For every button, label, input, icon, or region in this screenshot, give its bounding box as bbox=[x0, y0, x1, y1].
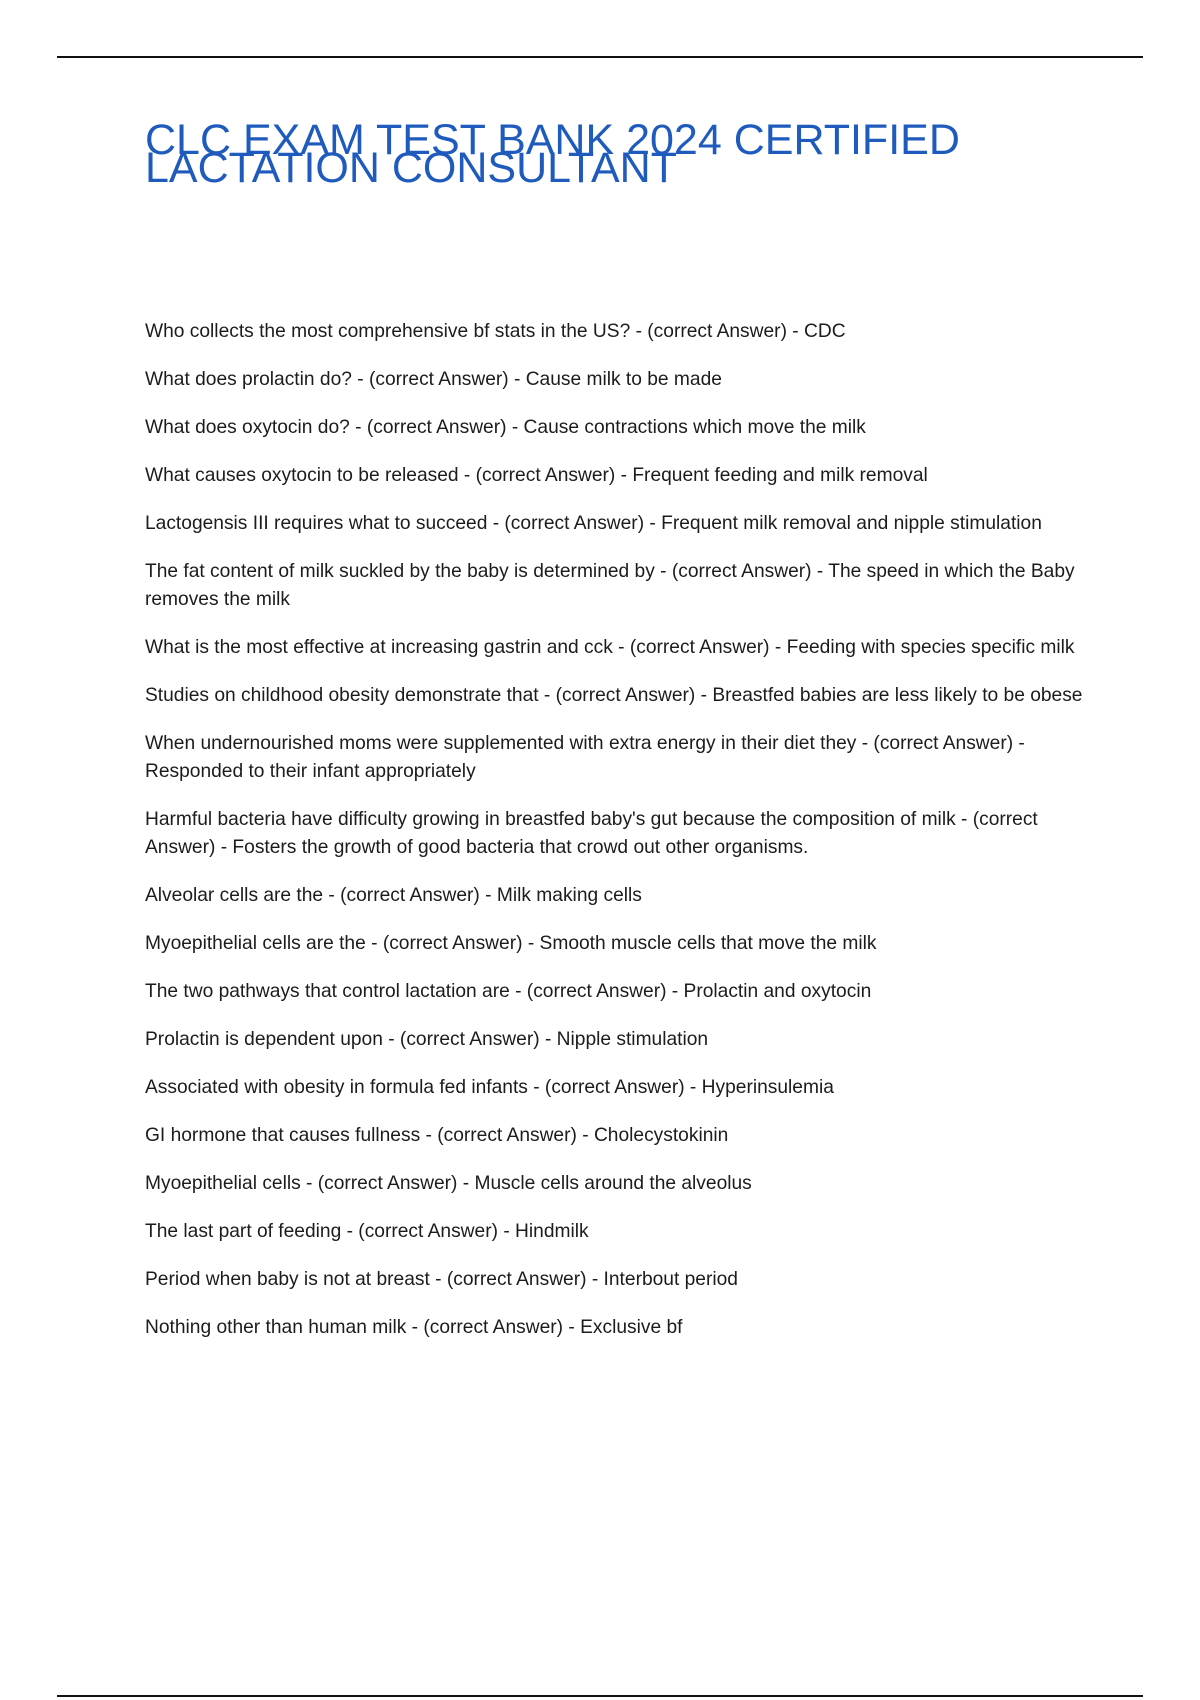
qa-item: When undernourished moms were supplemented with extra energy in their diet they - (correct Answer) - Responded to their infant appropriately bbox=[145, 733, 1025, 782]
qa-item: Period when baby is not at breast - (correct Answer) - Interbout period bbox=[145, 1269, 738, 1290]
qa-item: Who collects the most comprehensive bf stats in the US? - (correct Answer) - CDC bbox=[145, 321, 846, 342]
qa-item: The last part of feeding - (correct Answer) - Hindmilk bbox=[145, 1221, 589, 1242]
qa-item: Myoepithelial cells - (correct Answer) - Muscle cells around the alveolus bbox=[145, 1173, 752, 1194]
qa-item: Myoepithelial cells are the - (correct Answer) - Smooth muscle cells that move the milk bbox=[145, 933, 877, 954]
bottom-rule bbox=[57, 1695, 1143, 1697]
qa-item: Prolactin is dependent upon - (correct Answer) - Nipple stimulation bbox=[145, 1029, 709, 1050]
qa-item: Lactogensis III requires what to succeed - (correct Answer) - Frequent milk removal and nipple stimulation bbox=[145, 513, 1042, 534]
qa-item: Studies on childhood obesity demonstrate that - (correct Answer) - Breastfed babies are less likely to be obese bbox=[145, 685, 1083, 706]
qa-item: What causes oxytocin to be released - (correct Answer) - Frequent feeding and milk removal bbox=[145, 465, 928, 486]
qa-item: GI hormone that causes fullness - (correct Answer) - Cholecystokinin bbox=[145, 1125, 729, 1146]
top-rule bbox=[57, 56, 1143, 58]
qa-item: What does oxytocin do? - (correct Answer) - Cause contractions which move the milk bbox=[145, 417, 866, 438]
qa-item: Harmful bacteria have difficulty growing in breastfed baby's gut because the composition of milk - (correct Answer) - Fosters the growth of good bacteria that crowd out other organisms. bbox=[145, 809, 1038, 858]
qa-item: The fat content of milk suckled by the baby is determined by - (correct Answer) - The speed in which the Baby removes the milk bbox=[145, 561, 1075, 610]
qa-item: The two pathways that control lactation are - (correct Answer) - Prolactin and oxytocin bbox=[145, 981, 872, 1002]
qa-item: Associated with obesity in formula fed infants - (correct Answer) - Hyperinsulemia bbox=[145, 1077, 834, 1098]
document-title: CLC EXAM TEST BANK 2024 CERTIFIED LACTATION CONSULTANT bbox=[145, 116, 960, 192]
qa-item: What does prolactin do? - (correct Answer) - Cause milk to be made bbox=[145, 369, 722, 390]
qa-item: Alveolar cells are the - (correct Answer) - Milk making cells bbox=[145, 885, 642, 906]
qa-list bbox=[145, 318, 1085, 1362]
qa-item: What is the most effective at increasing gastrin and cck - (correct Answer) - Feeding with species specific milk bbox=[145, 637, 1075, 658]
qa-item: Nothing other than human milk - (correct Answer) - Exclusive bf bbox=[145, 1317, 683, 1338]
